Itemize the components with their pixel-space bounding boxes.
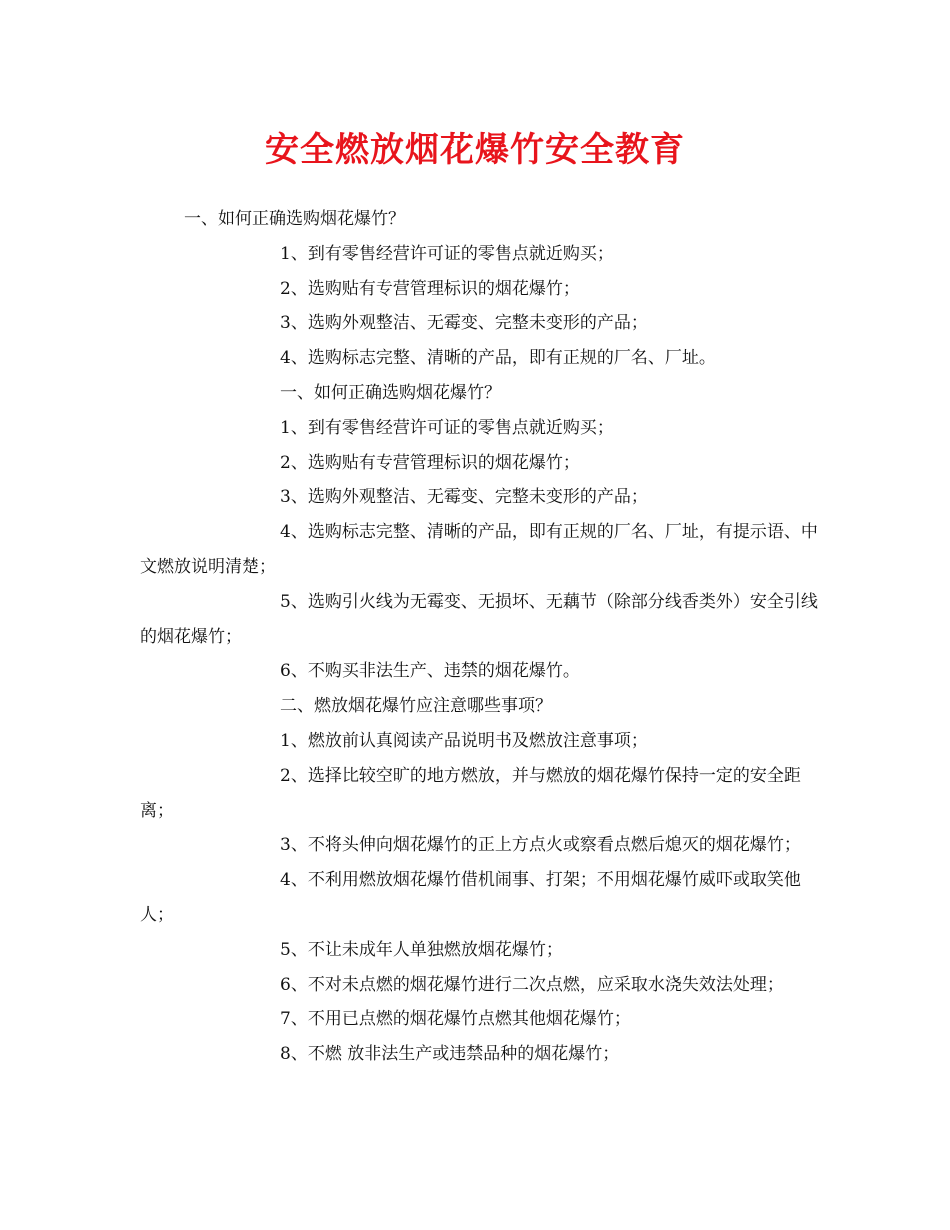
- list-item: 2、选择比较空旷的地方燃放，并与燃放的烟花爆竹保持一定的安全距离；: [140, 765, 801, 821]
- list-item: 1、到有零售经营许可证的零售点就近购买；: [280, 417, 614, 438]
- list-item: 2、选购贴有专营管理标识的烟花爆竹；: [280, 278, 580, 299]
- list-item: 1、燃放前认真阅读产品说明书及燃放注意事项；: [280, 730, 648, 751]
- list-item: 8、不燃 放非法生产或违禁品种的烟花爆竹；: [280, 1044, 620, 1065]
- document-title: 安全燃放烟花爆竹安全教育: [265, 130, 685, 170]
- section-heading: 二、燃放烟花爆竹应注意哪些事项？: [280, 696, 552, 717]
- list-item: 5、选购引火线为无霉变、无损坏、无藕节（除部分线香类外）安全引线的烟花爆竹；: [140, 591, 818, 647]
- list-item: 5、不让未成年人单独燃放烟花爆竹；: [280, 939, 563, 960]
- list-item: 3、不将头伸向烟花爆竹的正上方点火或察看点燃后熄灭的烟花爆竹；: [280, 835, 801, 856]
- list-item: 3、选购外观整洁、无霉变、完整未变形的产品；: [280, 487, 648, 508]
- list-item: 3、选购外观整洁、无霉变、完整未变形的产品；: [280, 313, 648, 334]
- list-item: 4、选购标志完整、清晰的产品，即有正规的厂名、厂址，有提示语、中文燃放说明清楚；: [140, 522, 818, 577]
- document-body: [140, 202, 820, 1072]
- list-item: 4、不利用燃放烟花爆竹借机闹事、打架；不用烟花爆竹威吓或取笑他人；: [140, 870, 801, 925]
- section-heading: 一、如何正确选购烟花爆竹？: [280, 382, 501, 403]
- list-item: 1、到有零售经营许可证的零售点就近购买；: [280, 243, 614, 264]
- section-heading: 一、如何正确选购烟花爆竹？: [184, 209, 405, 229]
- list-item: 6、不购买非法生产、违禁的烟花爆竹。: [280, 661, 580, 682]
- list-item: 2、选购贴有专营管理标识的烟花爆竹；: [280, 452, 580, 473]
- list-item: 6、不对未点燃的烟花爆竹进行二次点燃，应采取水浇失效法处理；: [280, 974, 784, 995]
- list-item: 4、选购标志完整、清晰的产品，即有正规的厂名、厂址。: [280, 348, 716, 369]
- list-item: 7、不用已点燃的烟花爆竹点燃其他烟花爆竹；: [280, 1009, 631, 1030]
